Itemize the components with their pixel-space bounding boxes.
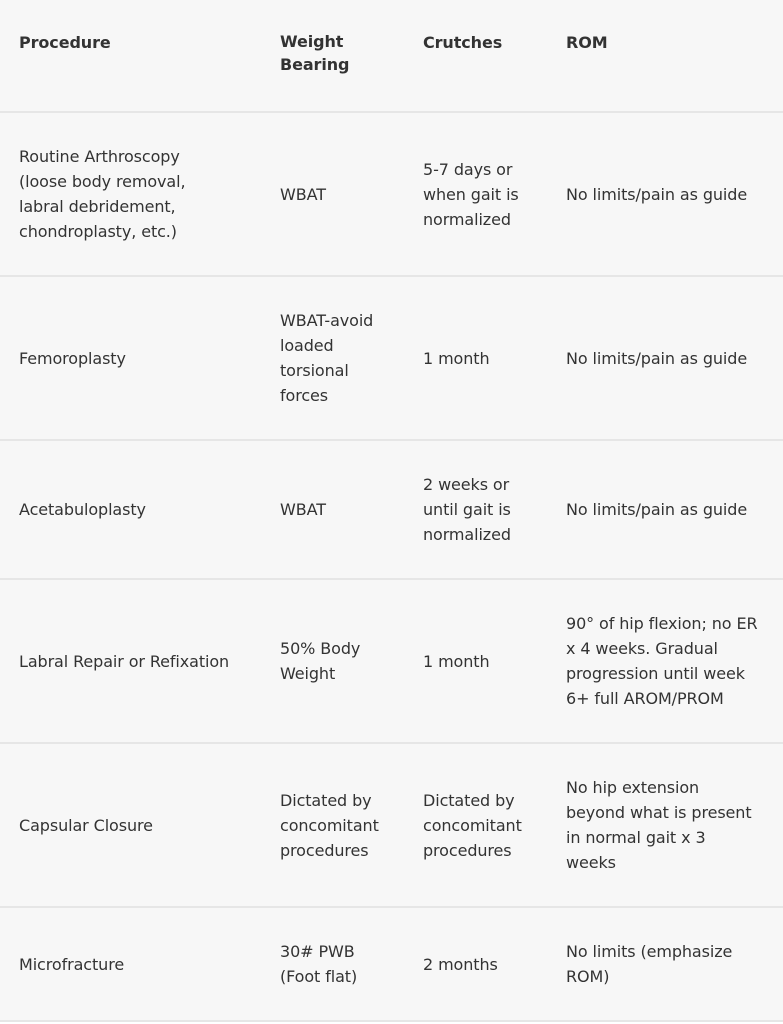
crutches-cell: 1 month	[423, 348, 490, 368]
rom-cell: No limits (emphasize ROM)	[566, 942, 733, 986]
procedure-cell: Femoroplasty	[19, 348, 126, 368]
weight-bearing-cell: 30# PWB (Foot flat)	[280, 942, 358, 986]
header-procedure: Procedure	[19, 33, 111, 52]
weight-bearing-cell: WBAT-avoid loaded torsional forces	[280, 311, 374, 405]
procedure-cell: Labral Repair or Refixation	[19, 651, 230, 671]
weight-bearing-cell: WBAT	[280, 184, 326, 204]
table-row	[0, 908, 783, 1022]
crutches-cell: Dictated by concomitant procedures	[423, 790, 522, 860]
header-crutches: Crutches	[423, 33, 503, 52]
table-row	[0, 277, 783, 441]
rom-cell: No limits/pain as guide	[566, 348, 748, 368]
table-row	[0, 441, 783, 580]
table-row	[0, 113, 783, 277]
weight-bearing-cell: 50% Body Weight	[280, 639, 361, 683]
crutches-cell: 5-7 days or when gait is normalized	[423, 159, 519, 229]
rom-cell: No hip extension beyond what is present in normal gait x 3 weeks	[566, 778, 752, 872]
crutches-cell: 1 month	[423, 651, 490, 671]
procedure-cell: Capsular Closure	[19, 815, 153, 835]
weight-bearing-cell: WBAT	[280, 500, 326, 519]
weight-bearing-cell: Dictated by concomitant procedures	[280, 790, 379, 860]
procedure-cell: Acetabuloplasty	[19, 500, 146, 519]
rom-cell: No limits/pain as guide	[566, 500, 748, 519]
procedure-cell: Routine Arthroscopy (loose body removal, labral debridement, chondroplasty, etc.)	[19, 147, 186, 241]
table-row	[0, 744, 783, 908]
rom-cell: 90° of hip flexion; no ER x 4 weeks. Gradual progression until week 6+ full AROM/PROM	[566, 614, 758, 708]
crutches-cell: 2 months	[423, 954, 498, 974]
table-row	[0, 580, 783, 744]
header-rom: ROM	[566, 33, 608, 52]
header-weight-bearing: Weight Bearing	[280, 32, 350, 74]
rom-cell: No limits/pain as guide	[566, 184, 748, 204]
table-header-row	[0, 0, 783, 113]
crutches-cell: 2 weeks or until gait is normalized	[423, 475, 511, 544]
procedure-cell: Microfracture	[19, 954, 125, 974]
